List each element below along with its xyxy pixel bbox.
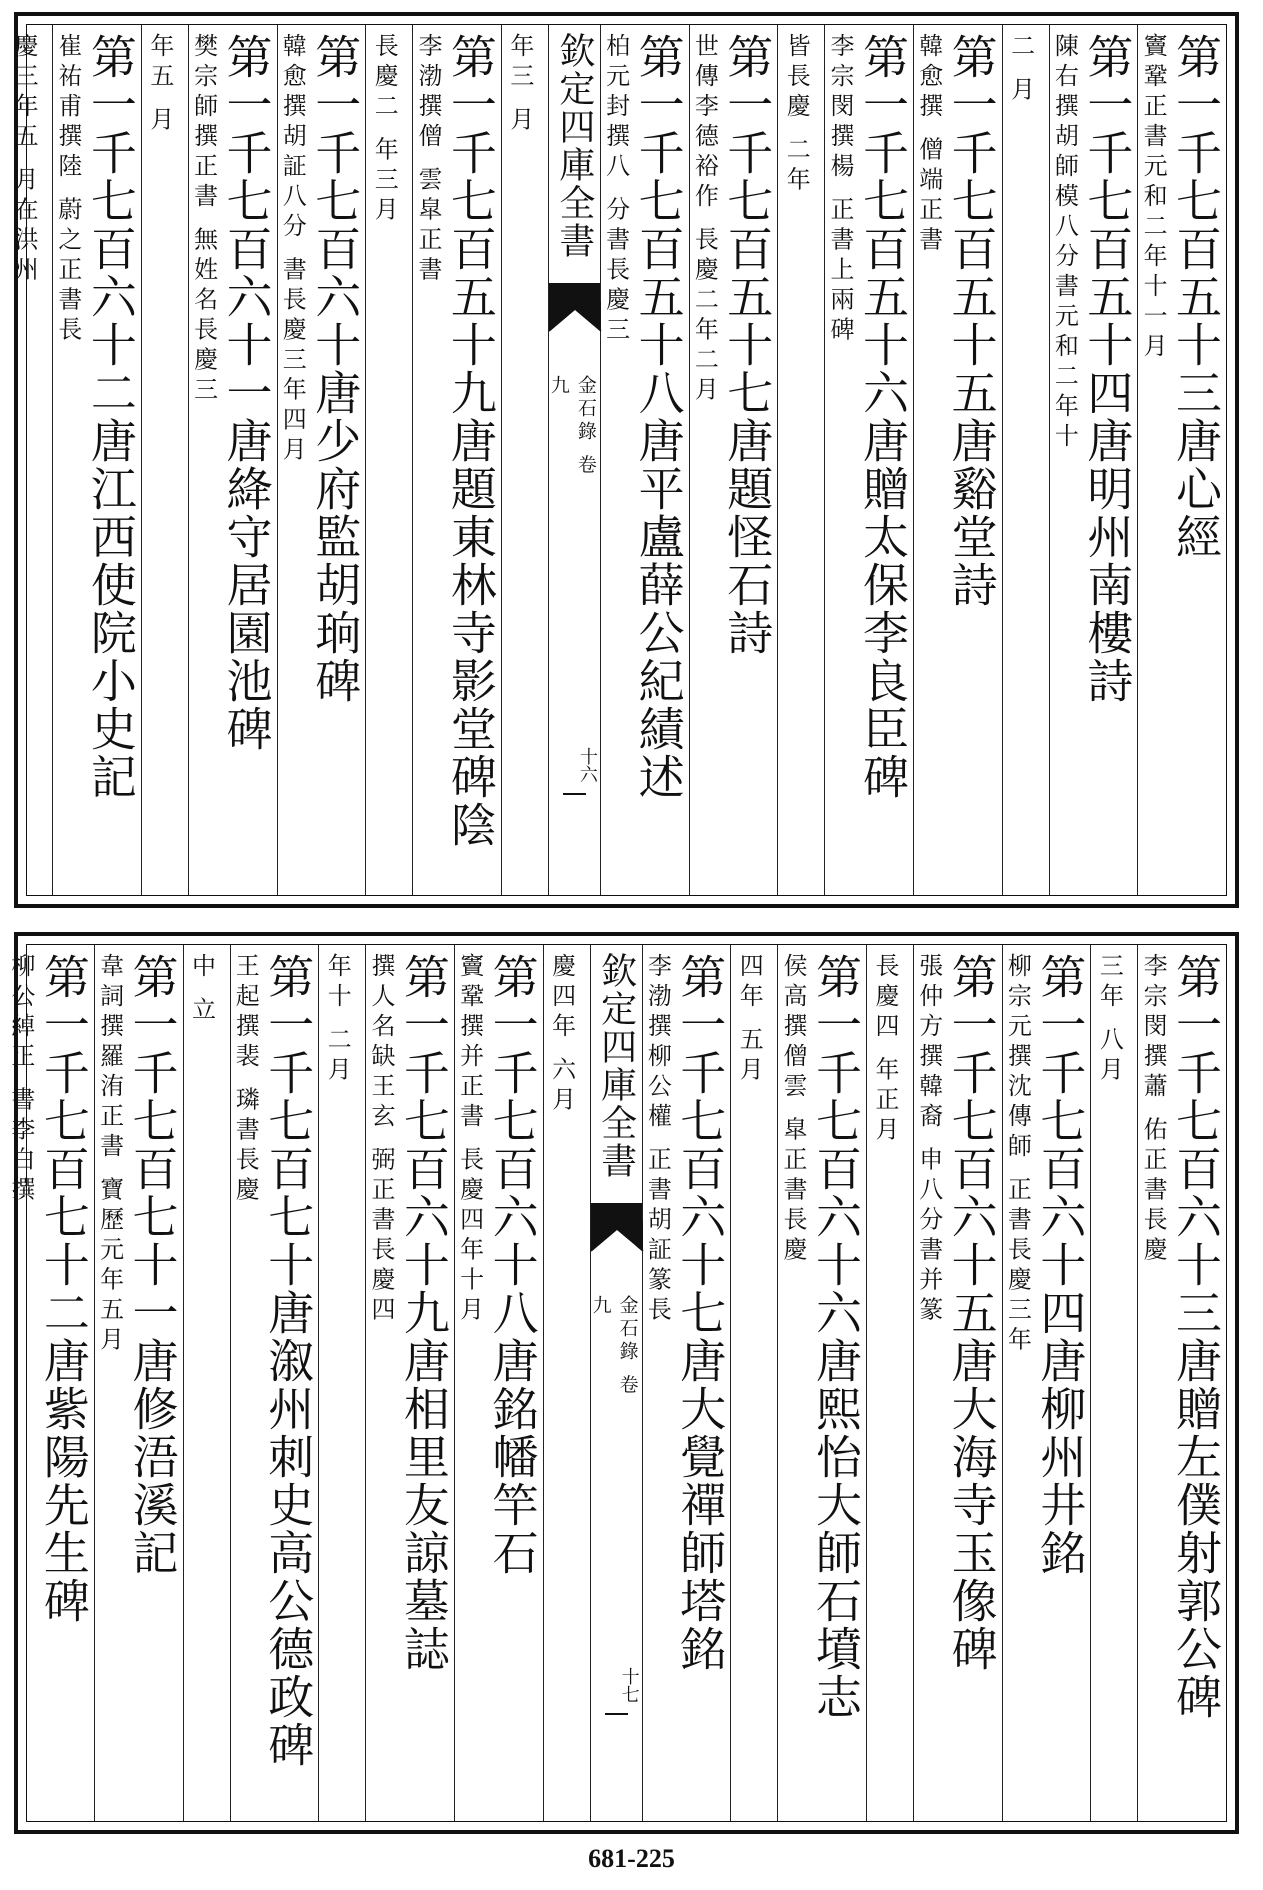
book-title: 欽定四庫全書 — [553, 32, 595, 260]
entry-title: 第一千七百五十八唐平盧薛公紀績述 — [631, 33, 686, 801]
entry-title: 第一千七百五十九唐題東林寺影堂碑陰 — [443, 33, 498, 849]
entry-note: 韓愈撰胡証八分 書長慶三年四月 — [278, 33, 307, 467]
entry-title: 第一千七百七十二唐紫陽先生碑 — [36, 953, 91, 1625]
entry-note: 柳公綽正 書李白撰 — [6, 953, 35, 1207]
entry-note: 年十 二月 — [323, 953, 352, 1087]
entry-note: 年五 月 — [145, 33, 174, 137]
entry-note: 年三 月 — [505, 33, 534, 137]
fish-tail-icon — [549, 283, 600, 333]
entry-title: 第一千七百六十九唐相里友諒墓誌 — [396, 953, 451, 1673]
text-column — [318, 945, 365, 1821]
entry-note: 皆長慶 二年 — [782, 33, 811, 197]
text-column — [454, 945, 543, 1821]
text-column — [1137, 945, 1226, 1821]
text-column — [6, 25, 52, 895]
entry-note: 李宗閔撰蕭 佑正書長慶 — [1139, 953, 1168, 1267]
entry-note: 李宗閔撰楊 正書上兩碑 — [826, 33, 855, 347]
text-column — [188, 25, 277, 895]
entry-note: 世傳李德裕作 長慶二年二月 — [690, 33, 719, 407]
book-title: 欽定四庫全書 — [595, 952, 637, 1180]
text-column — [913, 945, 1002, 1821]
entry-note: 崔祐甫撰陸 蔚之正書長 — [53, 33, 82, 347]
top-page — [10, 12, 1239, 908]
page-number: 十七 — [618, 1667, 640, 1703]
text-column — [365, 945, 454, 1821]
entry-title: 第一千七百七十一唐修浯溪記 — [125, 953, 180, 1577]
entry-note: 中 立 — [187, 953, 216, 1027]
text-column — [866, 945, 913, 1821]
entry-note: 張仲方撰韓裔 申八分書并篆 — [914, 953, 943, 1327]
text-column — [600, 25, 689, 895]
text-column — [501, 25, 548, 895]
entry-note: 李渤撰僧 雲皐正書 — [413, 33, 442, 287]
text-column — [777, 25, 824, 895]
entry-title: 第一千七百五十三唐心經 — [1169, 33, 1223, 561]
catalog-number: 681-225 — [588, 1844, 675, 1873]
entry-note: 李渤撰柳公權 正書胡証篆長 — [643, 953, 672, 1327]
top-page-frame — [10, 24, 1227, 896]
text-column — [913, 25, 1002, 895]
entry-note: 長慶二 年三月 — [370, 33, 399, 227]
text-column — [824, 25, 913, 895]
entry-title: 第一千七百六十六唐熙怡大師石墳志 — [808, 953, 863, 1721]
entry-title: 第一千七百五十六唐贈太保李良臣碑 — [855, 33, 910, 801]
entry-title: 第一千七百六十唐少府監胡珦碑 — [308, 33, 363, 705]
text-column — [6, 945, 94, 1821]
entry-title: 第一千七百六十四唐柳州井銘 — [1033, 953, 1088, 1577]
text-column — [543, 945, 590, 1821]
text-column — [230, 945, 319, 1821]
text-column — [730, 945, 777, 1821]
entry-title: 第一千七百六十五唐大海寺玉像碑 — [944, 953, 999, 1673]
entry-title: 第一千七百六十一唐絳守居園池碑 — [219, 33, 274, 753]
text-column — [642, 945, 731, 1821]
text-column — [183, 945, 230, 1821]
text-column — [1002, 25, 1049, 895]
entry-note: 慶三年五 月在洪州 — [10, 33, 39, 287]
entry-note: 四年 五月 — [735, 953, 764, 1087]
page-number: 十六 — [576, 747, 598, 783]
text-column — [94, 945, 183, 1821]
entry-title: 第一千七百六十八唐銘幡竿石 — [485, 953, 540, 1577]
entry-note: 陳右撰胡師模八分書元和二年十 — [1050, 33, 1079, 453]
text-column — [777, 945, 866, 1821]
entry-title: 第一千七百六十七唐大覺禪師塔銘 — [673, 953, 728, 1673]
entry-title: 第一千七百六十三唐贈左僕射郭公碑 — [1169, 953, 1223, 1721]
entry-note: 竇鞏正書元和二年十一月 — [1139, 33, 1168, 363]
bottom-page — [6, 932, 1239, 1834]
text-column — [1002, 945, 1091, 1821]
entry-note: 三年 八月 — [1095, 953, 1124, 1087]
entry-note: 二 月 — [1006, 33, 1035, 107]
entry-note: 長慶四 年正月 — [870, 953, 899, 1147]
entry-title: 第一千七百五十四唐明州南樓詩 — [1080, 33, 1135, 705]
text-column — [1090, 945, 1137, 1821]
entry-note: 樊宗師撰正書 無姓名長慶三 — [189, 33, 218, 407]
text-column — [277, 25, 366, 895]
center-margin — [590, 945, 642, 1821]
text-column — [412, 25, 501, 895]
entry-note: 韓愈撰 僧端正書 — [914, 33, 943, 257]
text-column — [141, 25, 188, 895]
divider — [563, 793, 586, 795]
entry-note: 竇鞏撰并正書 長慶四年十月 — [455, 953, 484, 1327]
entry-note: 柏元封撰八 分書長慶三 — [601, 33, 630, 347]
volume-label: 金石錄 卷九 — [589, 1295, 639, 1398]
entry-note: 韋詞撰羅洧正書 寶歷元年五月 — [95, 953, 124, 1357]
fish-tail-icon — [591, 1203, 642, 1253]
entry-title: 第一千七百七十唐溆州刺史高公德政碑 — [261, 953, 316, 1769]
text-column — [1049, 25, 1138, 895]
entry-note: 侯高撰僧雲 皐正書長慶 — [779, 953, 808, 1267]
bottom-page-frame — [6, 944, 1227, 1822]
entry-note: 王起撰裴 璘書長慶 — [231, 953, 260, 1207]
entry-title: 第一千七百五十七唐題怪石詩 — [720, 33, 775, 657]
entry-note: 柳宗元撰沈傳師 正書長慶三年 — [1003, 953, 1032, 1357]
entry-title: 第一千七百五十五唐谿堂詩 — [944, 33, 999, 609]
text-column — [365, 25, 412, 895]
volume-label: 金石錄 卷九 — [547, 375, 597, 478]
center-margin — [548, 25, 600, 895]
text-column — [52, 25, 141, 895]
entry-note: 撰人名缺王玄 弼正書長慶四 — [366, 953, 395, 1327]
entry-title: 第一千七百六十二唐江西使院小史記 — [83, 33, 138, 801]
text-column — [689, 25, 778, 895]
text-column — [1137, 25, 1226, 895]
entry-note: 慶四年 六月 — [547, 953, 576, 1117]
divider — [605, 1713, 628, 1715]
